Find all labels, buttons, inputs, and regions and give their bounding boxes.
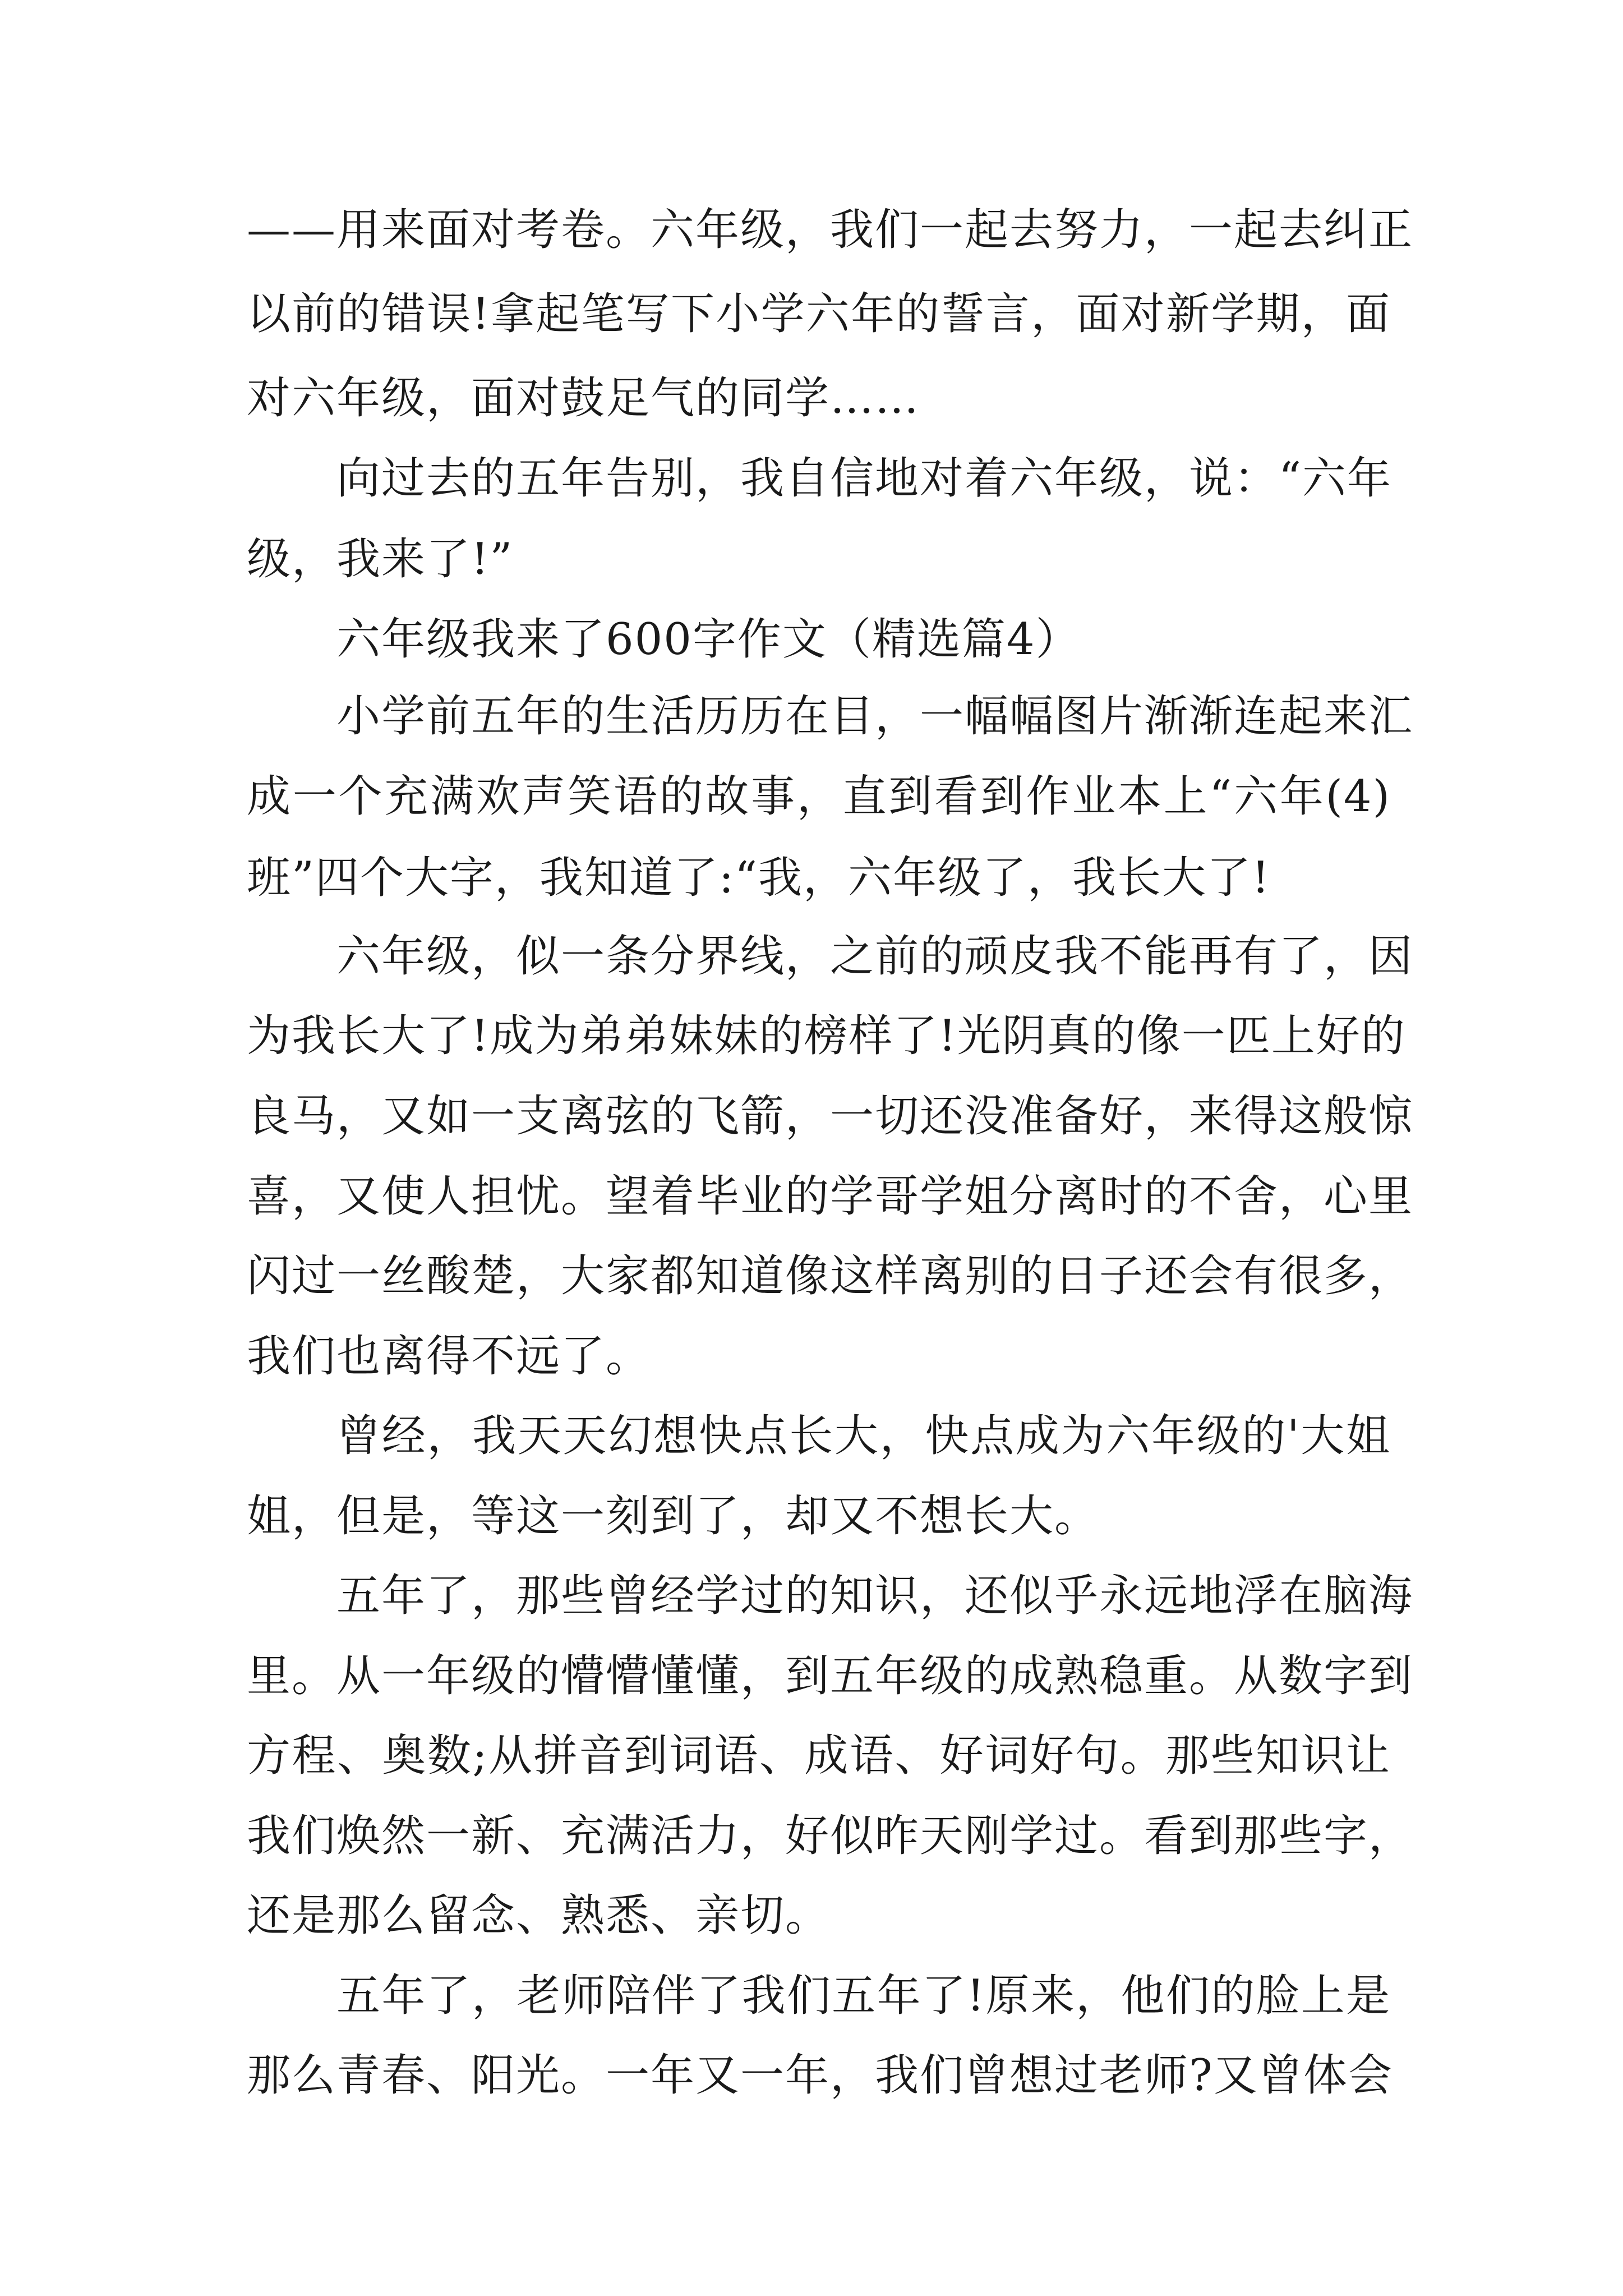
text-line: 成一个充满欢声笑语的故事，直到看到作业本上“六年(4): [247, 771, 1391, 822]
text-line: 我们也离得不远了。: [247, 1331, 651, 1382]
text-line: ——用来面对考卷。六年级，我们一起去努力，一起去纠正: [247, 205, 1414, 255]
paragraph-first-line: 向过去的五年告别，我自信地对着六年级，说：“六年: [336, 453, 1392, 504]
text-line: 以前的错误!拿起笔写下小学六年的誓言，面对新学期，面: [247, 289, 1391, 339]
text-line: 良马，又如一支离弦的飞箭，一切还没准备好，来得这般惊: [247, 1091, 1414, 1142]
text-line: 级，我来了!”: [247, 534, 514, 585]
paragraph-first-line: 五年了，那些曾经学过的知识，还似乎永远地浮在脑海: [336, 1571, 1414, 1621]
text-line: 里。从一年级的懵懵懂懂，到五年级的成熟稳重。从数字到: [247, 1651, 1414, 1701]
text-line: 方程、奥数;从拼音到词语、成语、好词好句。那些知识让: [247, 1731, 1391, 1781]
paragraph-first-line: 曾经，我天天幻想快点长大，快点成为六年级的'大姐: [336, 1411, 1391, 1461]
paragraph-first-line: 五年了，老师陪伴了我们五年了!原来，他们的脸上是: [336, 1971, 1391, 2021]
section-heading: 六年级我来了600字作文（精选篇4）: [336, 614, 1081, 665]
text-line: 那么青春、阳光。一年又一年，我们曾想过老师?又曾体会: [247, 2050, 1393, 2101]
text-line: 还是那么留念、熟悉、亲切。: [247, 1890, 831, 1941]
paragraph-first-line: 六年级，似一条分界线，之前的顽皮我不能再有了，因: [336, 931, 1414, 982]
text-line: 对六年级，面对鼓足气的同学……: [247, 373, 920, 424]
paragraph-first-line: 小学前五年的生活历历在目，一幅幅图片渐渐连起来汇: [336, 691, 1414, 742]
text-line: 为我长大了!成为弟弟妹妹的榜样了!光阴真的像一匹上好的: [247, 1011, 1406, 1061]
text-line: 闪过一丝酸楚，大家都知道像这样离别的日子还会有很多，: [247, 1251, 1414, 1301]
text-line: 姐，但是，等这一刻到了，却又不想长大。: [247, 1491, 1100, 1542]
text-line: 我们焕然一新、充满活力，好似昨天刚学过。看到那些字，: [247, 1811, 1414, 1861]
text-line: 喜，又使人担忧。望着毕业的学哥学姐分离时的不舍，心里: [247, 1171, 1414, 1222]
text-line: 班”四个大字，我知道了:“我，六年级了，我长大了!: [247, 853, 1271, 903]
